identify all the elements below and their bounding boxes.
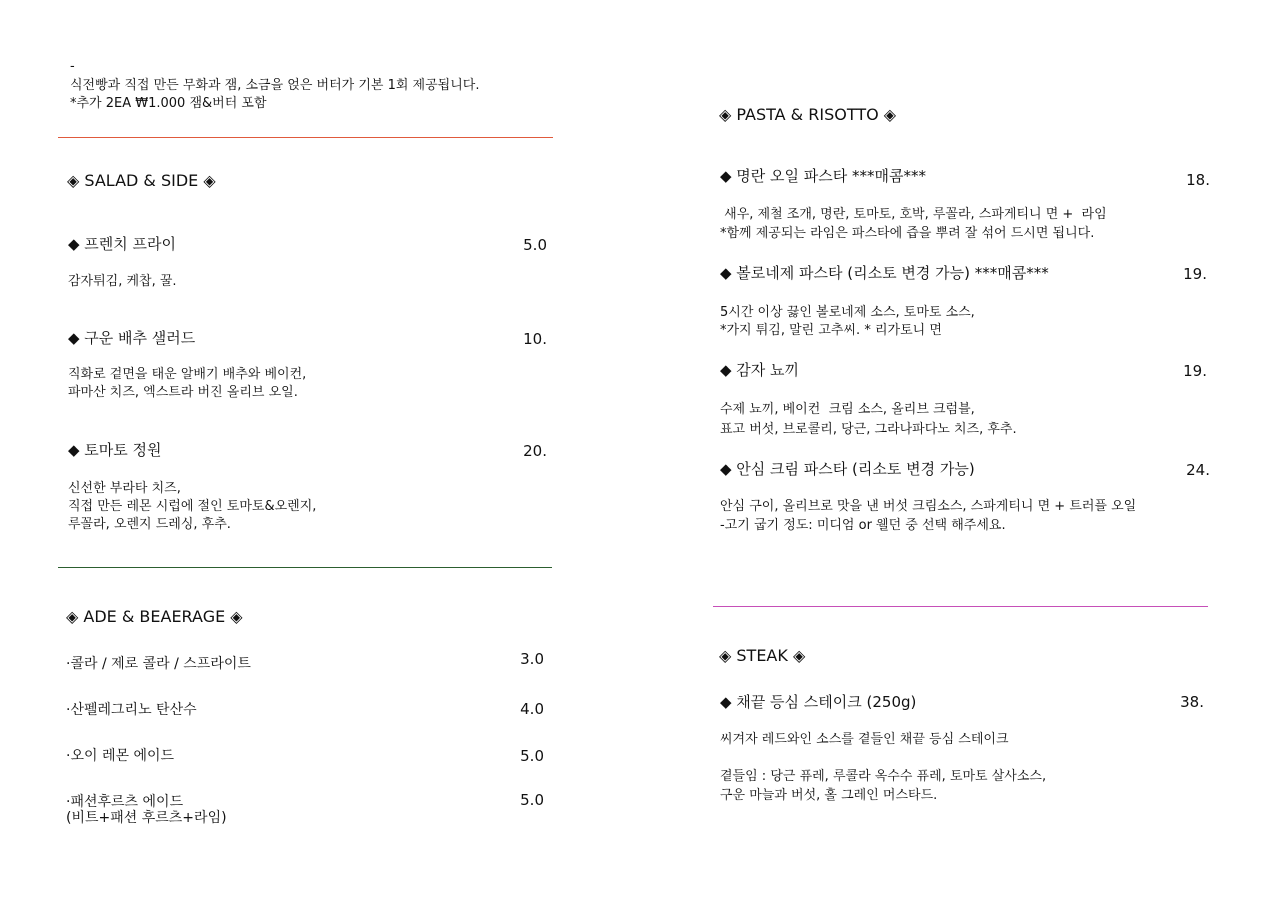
menu-item-desc: 신선한 부라타 치즈, bbox=[68, 481, 181, 496]
menu-item-price: 20. bbox=[523, 442, 547, 460]
menu-item-desc: 감자튀김, 케찹, 꿀. bbox=[68, 274, 177, 289]
beverage-name: ·산펠레그리노 탄산수 bbox=[66, 702, 197, 718]
menu-item-desc: 5시간 이상 끓인 볼로네제 소스, 토마토 소스, bbox=[720, 305, 975, 320]
beverage-name: ·패션후르츠 에이드 bbox=[66, 794, 184, 810]
menu-item-desc: 표고 버섯, 브로콜리, 당근, 그라나파다노 치즈, 후추. bbox=[720, 422, 1017, 437]
menu-item-price: 19. bbox=[1183, 362, 1207, 380]
beverage-price: 5.0 bbox=[520, 747, 544, 765]
menu-item-desc: 직접 만든 레몬 시럽에 절인 토마토&오렌지, bbox=[68, 499, 317, 514]
beverage-subtext: (비트+패션 후르츠+라임) bbox=[66, 810, 227, 826]
menu-item-price: 38. bbox=[1180, 693, 1204, 711]
menu-item-desc: 파마산 치즈, 엑스트라 버진 올리브 오일. bbox=[68, 385, 298, 400]
divider-mid-left bbox=[58, 567, 552, 568]
bread-line-2: *추가 2EA ₩1.000 잼&버터 포함 bbox=[70, 96, 267, 111]
bread-dash: - bbox=[70, 59, 75, 74]
menu-item-desc: 직화로 겉면을 태운 알배기 배추와 베이컨, bbox=[68, 367, 307, 382]
menu-item-name: ◆ 구운 배추 샐러드 bbox=[68, 329, 196, 347]
menu-item-desc: *가지 튀김, 말린 고추씨. * 리가토니 면 bbox=[720, 323, 942, 338]
menu-item-name: ◆ 채끝 등심 스테이크 (250g) bbox=[720, 693, 917, 711]
menu-item-desc: 씨겨자 레드와인 소스를 곁들인 채끝 등심 스테이크 bbox=[720, 732, 1009, 747]
bread-line-1: 식전빵과 직접 만든 무화과 잼, 소금을 얹은 버터가 기본 1회 제공됩니다. bbox=[70, 78, 480, 93]
menu-item-name: ◆ 안심 크림 파스타 (리소토 변경 가능) bbox=[720, 460, 975, 478]
beverage-name: ·오이 레몬 에이드 bbox=[66, 748, 175, 764]
menu-item-name: ◆ 감자 뇨끼 bbox=[720, 361, 800, 379]
menu-item-desc: *함께 제공되는 라임은 파스타에 즙을 뿌려 잘 섞어 드시면 됩니다. bbox=[720, 226, 1095, 241]
menu-item-desc: -고기 굽기 정도: 미디엄 or 웰던 중 선택 해주세요. bbox=[720, 518, 1006, 533]
salad-heading: ◈ SALAD & SIDE ◈ bbox=[67, 171, 216, 190]
menu-item-desc: 수제 뇨끼, 베이컨 크림 소스, 올리브 크럼블, bbox=[720, 402, 975, 417]
menu-item-side: 곁들임 : 당근 퓨레, 루콜라 옥수수 퓨레, 토마토 살사소스, bbox=[720, 769, 1047, 784]
beverage-price: 5.0 bbox=[520, 791, 544, 809]
menu-item-name: ◆ 명란 오일 파스타 ***매콤*** bbox=[720, 167, 927, 185]
beverage-price: 4.0 bbox=[520, 700, 544, 718]
divider-top-left bbox=[58, 137, 553, 138]
ade-heading: ◈ ADE & BEAERAGE ◈ bbox=[66, 607, 243, 626]
menu-item-price: 10. bbox=[523, 330, 547, 348]
menu-item-price: 18. bbox=[1186, 171, 1210, 189]
divider-right bbox=[713, 606, 1208, 607]
menu-item-name: ◆ 토마토 정원 bbox=[68, 441, 162, 459]
menu-item-side: 구운 마늘과 버섯, 홀 그레인 머스타드. bbox=[720, 788, 938, 803]
menu-item-name: ◆ 볼로네제 파스타 (리소토 변경 가능) ***매콤*** bbox=[720, 264, 1049, 282]
menu-item-desc: 안심 구이, 올리브로 맛을 낸 버섯 크림소스, 스파게티니 면 + 트러플 오일 bbox=[720, 499, 1137, 514]
menu-item-desc: 루꼴라, 오렌지 드레싱, 후추. bbox=[68, 517, 231, 532]
menu-item-desc: 새우, 제철 조개, 명란, 토마토, 호박, 루꼴라, 스파게티니 면 + 라임 bbox=[720, 207, 1107, 222]
steak-heading: ◈ STEAK ◈ bbox=[719, 646, 806, 665]
menu-item-name: ◆ 프렌치 프라이 bbox=[68, 235, 177, 253]
menu-item-price: 5.0 bbox=[523, 236, 547, 254]
beverage-price: 3.0 bbox=[520, 650, 544, 668]
beverage-name: ·콜라 / 제로 콜라 / 스프라이트 bbox=[66, 656, 251, 672]
menu-item-price: 19. bbox=[1183, 265, 1207, 283]
pasta-heading: ◈ PASTA & RISOTTO ◈ bbox=[719, 105, 897, 124]
menu-item-price: 24. bbox=[1186, 461, 1210, 479]
